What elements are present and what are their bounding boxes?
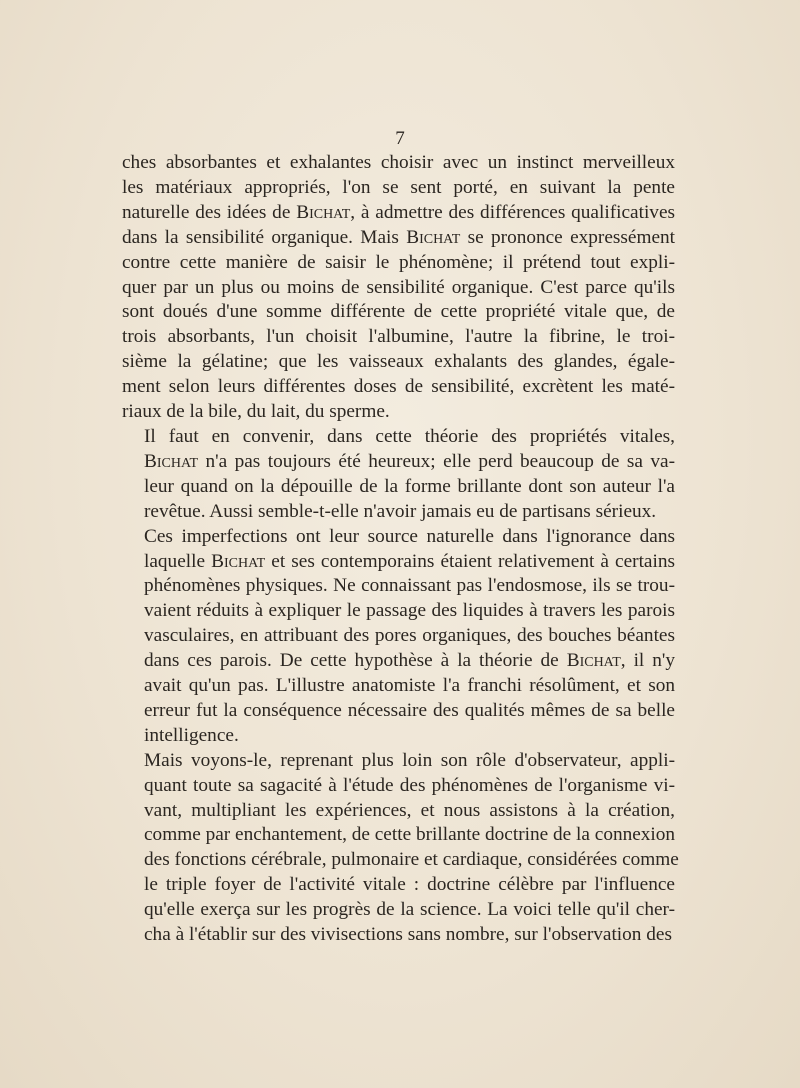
text-line: sont doués d'une somme différente de cette propriété vitale que, de bbox=[122, 301, 675, 323]
text-line: Il faut en convenir, dans cette théorie des propriétés vitales, bbox=[144, 425, 675, 447]
text-line: sième la gélatine; que les vaisseaux exhalants des glandes, égale- bbox=[122, 351, 675, 373]
text-line: contre cette manière de saisir le phénomène; il prétend tout expli- bbox=[122, 251, 675, 273]
text-line: quant toute sa sagacité à l'étude des phénomènes de l'organisme vi- bbox=[144, 774, 675, 796]
text-line: revêtue. Aussi semble-t-elle n'avoir jamais eu de partisans sérieux. bbox=[144, 500, 657, 522]
text-line: dans la sensibilité organique. Mais Bichat se prononce expressément bbox=[122, 226, 676, 248]
text-line: quer par un plus ou moins de sensibilité organique. C'est parce qu'ils bbox=[122, 276, 675, 298]
text-line: erreur fut la conséquence nécessaire des qualités mêmes de sa belle bbox=[144, 699, 675, 721]
paragraph-p2 bbox=[122, 425, 675, 525]
page-number: 7 bbox=[395, 128, 405, 149]
text-line: phénomènes physiques. Ne connaissant pas l'endosmose, ils se trou- bbox=[144, 575, 675, 597]
text-line: laquelle Bichat et ses contemporains étaient relativement à certains bbox=[144, 550, 675, 572]
body-text bbox=[122, 151, 679, 948]
text-line: Ces imperfections ont leur source naturelle dans l'ignorance dans bbox=[144, 525, 675, 547]
text-line: comme par enchantement, de cette brillante doctrine de la connexion bbox=[144, 824, 676, 846]
paragraph-p3 bbox=[122, 525, 675, 749]
text-line: naturelle des idées de Bichat, à admettre des différences qualificatives bbox=[122, 201, 676, 223]
text-line: vaient réduits à expliquer le passage des liquides à travers les parois bbox=[144, 600, 675, 622]
text-line: vasculaires, en attribuant des pores organiques, des bouches béantes bbox=[144, 625, 675, 647]
text-line: vant, multipliant les expériences, et nous assistons à la création, bbox=[144, 799, 675, 821]
text-line: ment selon leurs différentes doses de sensibilité, excrètent les maté- bbox=[122, 376, 675, 398]
text-line: Bichat n'a pas toujours été heureux; elle perd beaucoup de sa va- bbox=[144, 450, 675, 472]
text-line: cha à l'établir sur des vivisections sans nombre, sur l'observation des bbox=[144, 924, 672, 946]
text-line: dans ces parois. De cette hypothèse à la théorie de Bichat, il n'y bbox=[144, 650, 675, 672]
text-line: avait qu'un pas. L'illustre anatomiste l'a franchi résolûment, et son bbox=[144, 675, 675, 697]
text-line: qu'elle exerça sur les progrès de la science. La voici telle qu'il cher- bbox=[144, 899, 675, 921]
text-line: ches absorbantes et exhalantes choisir avec un instinct merveilleux bbox=[122, 152, 675, 173]
text-line: Mais voyons-le, reprenant plus loin son rôle d'observateur, appli- bbox=[144, 749, 675, 771]
text-line: riaux de la bile, du lait, du sperme. bbox=[122, 401, 390, 423]
text-line: leur quand on la dépouille de la forme brillante dont son auteur l'a bbox=[144, 475, 675, 497]
text-line: les matériaux appropriés, l'on se sent porté, en suivant la pente bbox=[122, 176, 675, 198]
paragraph-p1 bbox=[122, 151, 675, 425]
paragraph-p4 bbox=[122, 749, 679, 948]
text-line: le triple foyer de l'activité vitale : doctrine célèbre par l'influence bbox=[144, 874, 675, 896]
text-line: des fonctions cérébrale, pulmonaire et cardiaque, considérées comme bbox=[144, 849, 679, 871]
text-line: intelligence. bbox=[144, 724, 239, 746]
text-line: trois absorbants, l'un choisit l'albumine, l'autre la fibrine, le troi- bbox=[122, 326, 675, 348]
